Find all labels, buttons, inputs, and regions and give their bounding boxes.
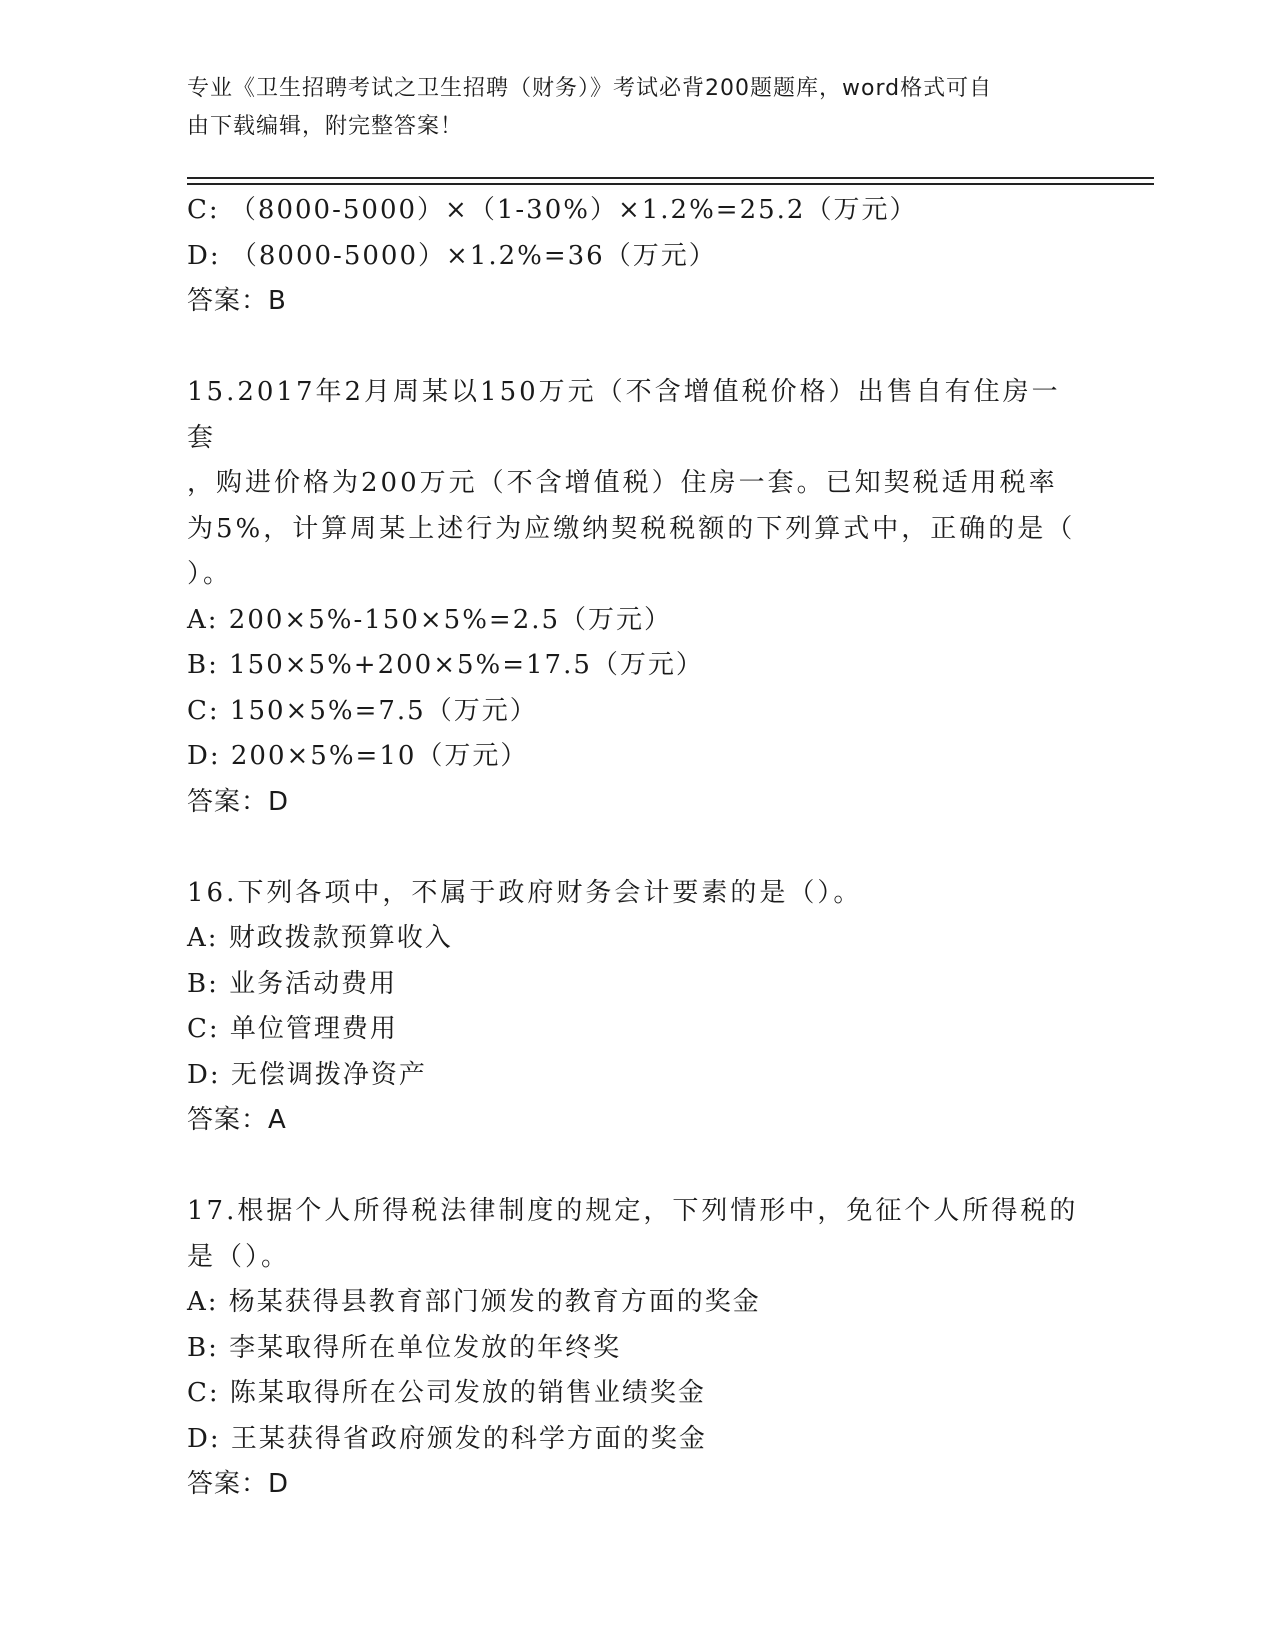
option-d: D: 王某获得省政府颁发的科学方面的奖金 (187, 1423, 707, 1454)
option-d: D: （8000-5000）×1.2%=36（万元） (187, 240, 717, 271)
header-rule-top (187, 177, 1154, 179)
header-line-1: 专业《卫生招聘考试之卫生招聘（财务）》考试必背200题题库，word格式可自 (187, 76, 993, 101)
spacer (187, 1144, 1087, 1190)
question-14-tail (187, 188, 1087, 325)
option-c: C: （8000-5000）×（1-30%）×1.2%=25.2（万元） (187, 195, 918, 225)
option-d: D: 200×5%=10（万元） (187, 741, 529, 771)
answer-line: 答案：D (187, 786, 290, 817)
option-b: B: 李某取得所在单位发放的年终奖 (187, 1332, 622, 1363)
question-stem-line: 16.下列各项中，不属于政府财务会计要素的是（）。 (187, 877, 863, 908)
question-stem-line: 17.根据个人所得税法律制度的规定，下列情形中，免征个人所得税的 (187, 1196, 1079, 1226)
option-a: A: 财政拨款预算收入 (187, 923, 453, 953)
option-b: B: 业务活动费用 (187, 968, 398, 999)
question-16 (187, 871, 1087, 1144)
question-stem-line: 15.2017年2月周某以150万元（不含增值税价格）出售自有住房一套 (187, 377, 1061, 453)
question-stem-line: 是（）。 (187, 1241, 291, 1272)
option-c: C: 150×5%=7.5（万元） (187, 695, 538, 726)
document-body (187, 188, 1087, 1508)
spacer (187, 825, 1087, 871)
header-rule-bottom (187, 183, 1154, 185)
question-stem-line: ，购进价格为200万元（不含增值税）住房一套。已知契税适用税率 (187, 468, 1058, 498)
spacer (187, 325, 1087, 371)
question-stem-line: 为5%，计算周某上述行为应缴纳契税税额的下列算式中，正确的是（ (187, 513, 1076, 544)
option-a: A: 200×5%-150×5%=2.5（万元） (187, 604, 673, 635)
option-c: C: 单位管理费用 (187, 1014, 398, 1044)
option-c: C: 陈某取得所在公司发放的销售业绩奖金 (187, 1378, 706, 1408)
option-b: B: 150×5%+200×5%=17.5（万元） (187, 650, 704, 680)
answer-line: 答案：A (187, 1105, 287, 1135)
document-header (187, 70, 1087, 146)
option-d: D: 无偿调拨净资产 (187, 1059, 427, 1090)
option-a: A: 杨某获得县教育部门颁发的教育方面的奖金 (187, 1287, 761, 1317)
question-15 (187, 370, 1087, 825)
question-17 (187, 1189, 1087, 1508)
header-line-2: 由下载编辑，附完整答案！ (187, 114, 464, 139)
answer-line: 答案：D (187, 1469, 290, 1499)
question-stem-line: ）。 (187, 559, 233, 589)
answer-line: 答案：B (187, 286, 287, 316)
